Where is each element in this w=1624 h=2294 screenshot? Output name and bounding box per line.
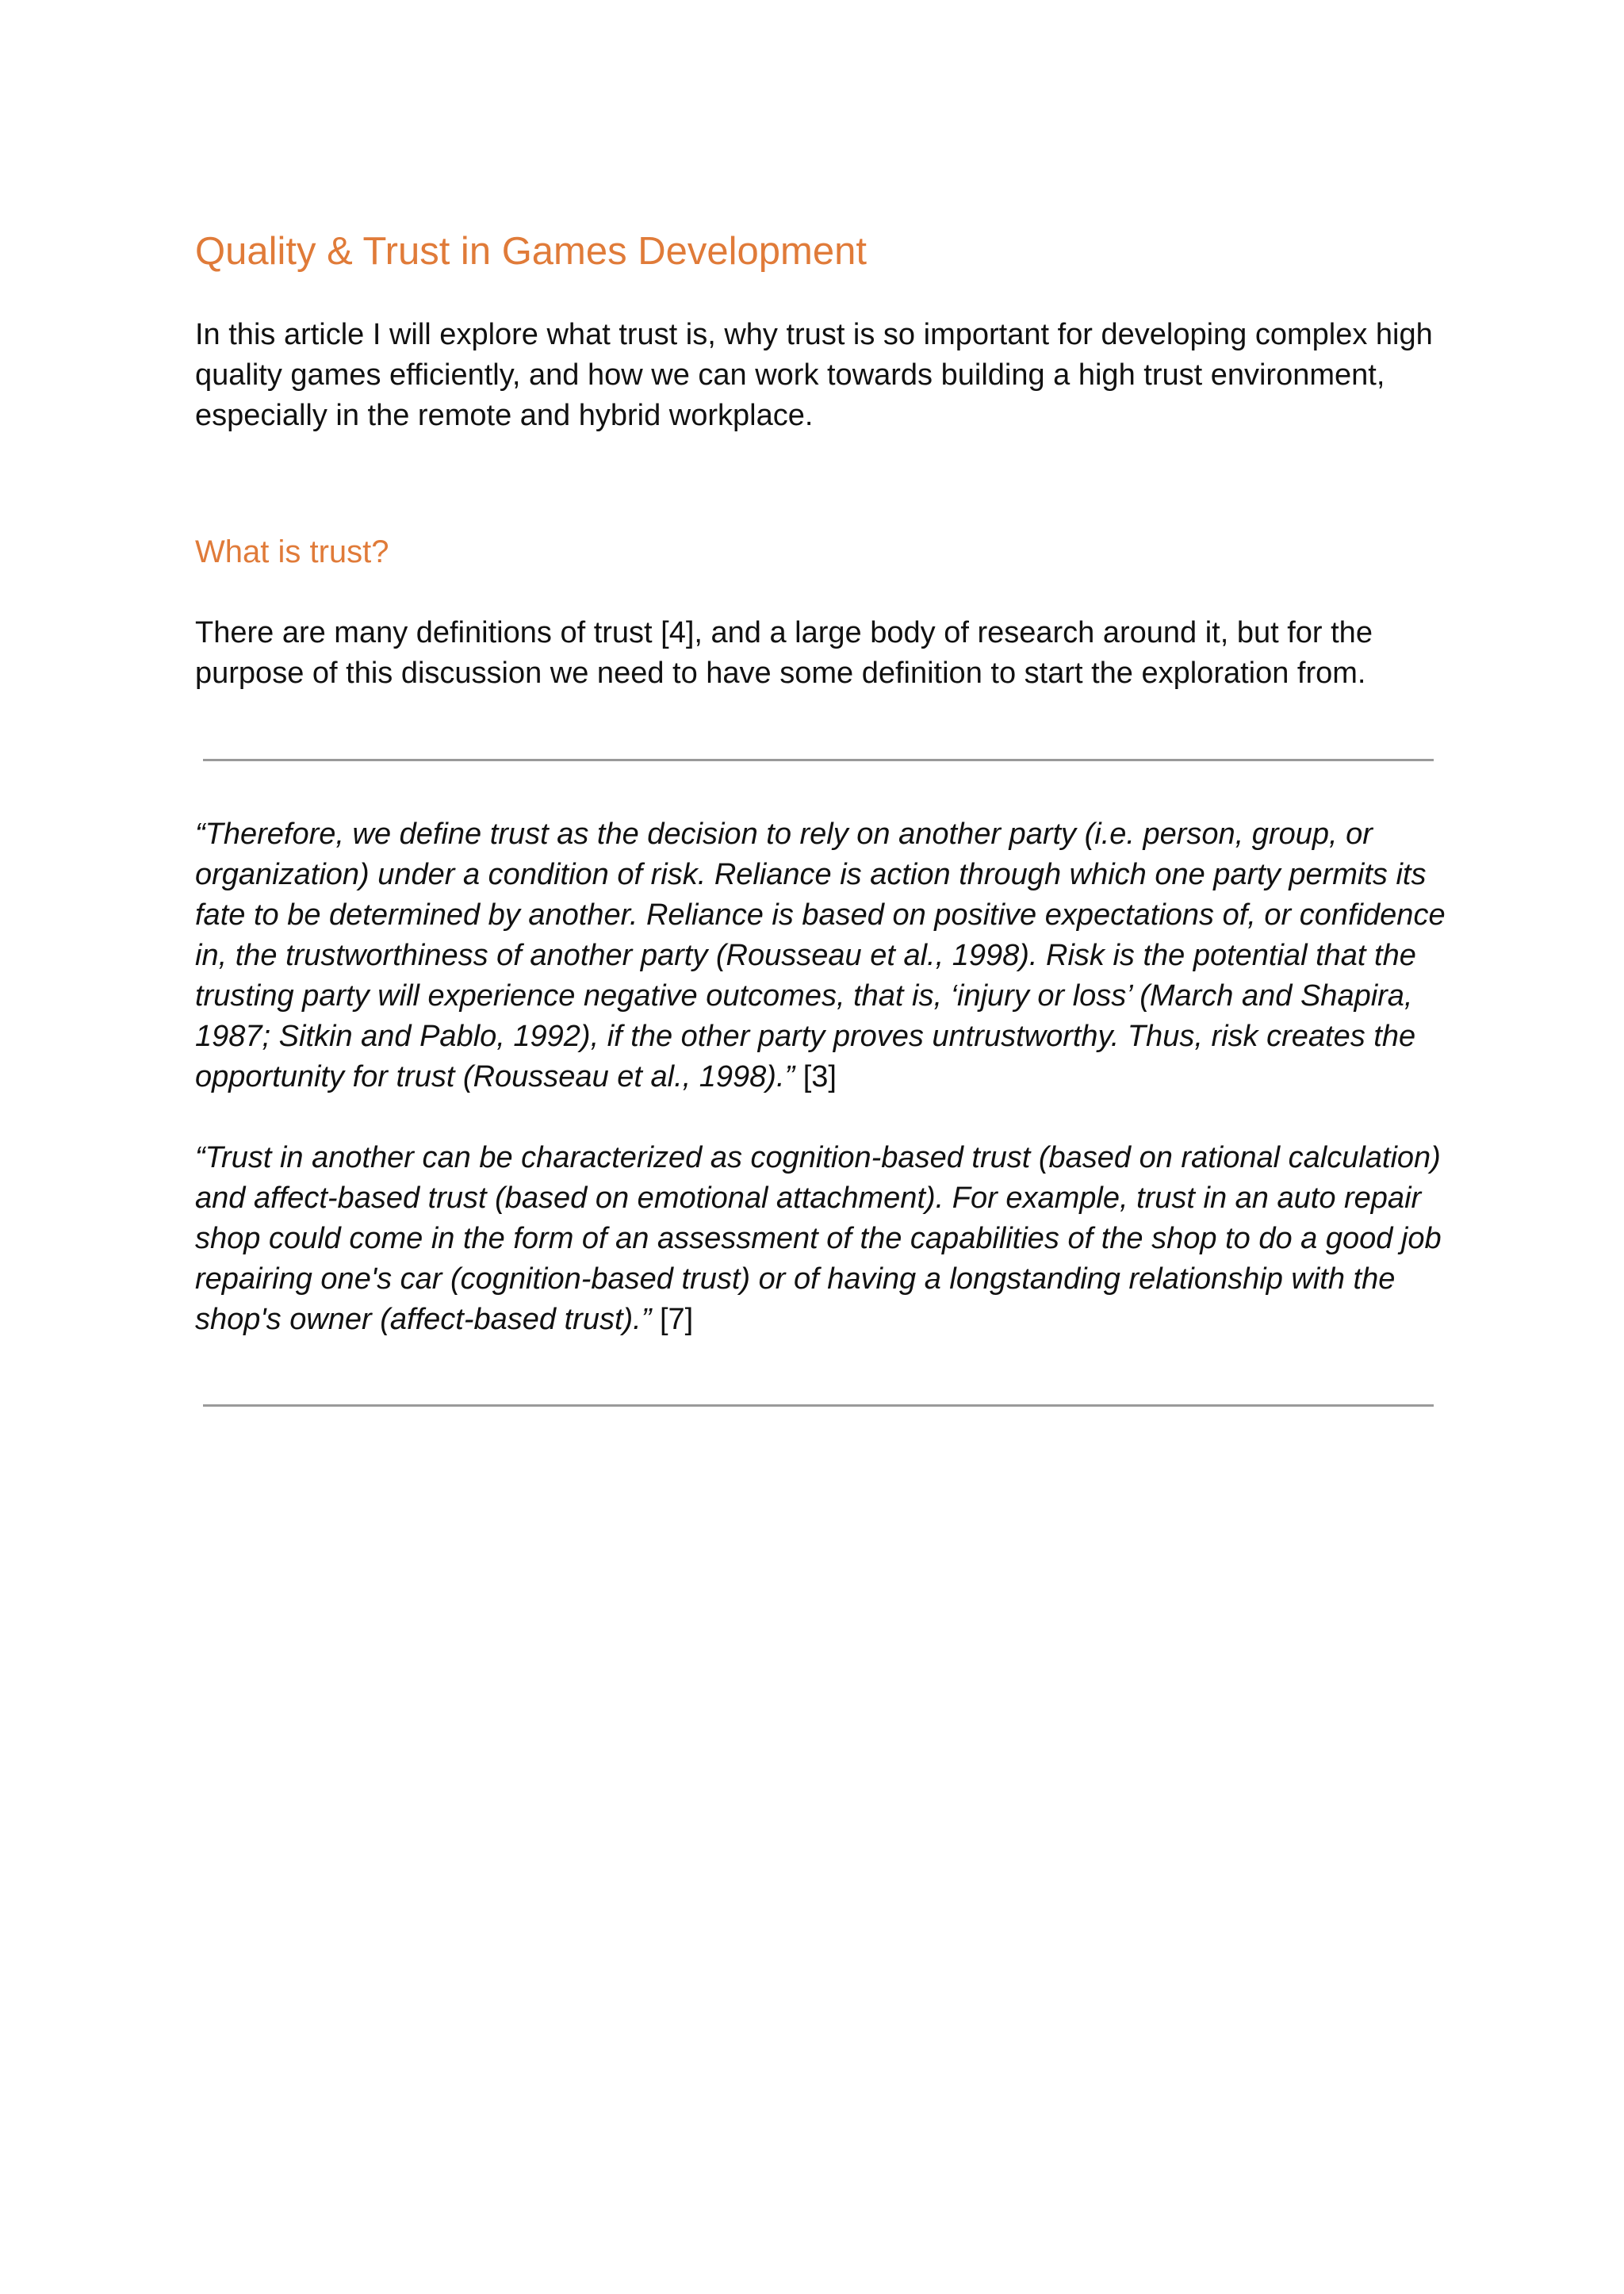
quote-text: “Therefore, we deﬁne trust as the decision to rely on another party (i.e. person, group, or organization) under a condition of risk. Reliance is action through which one party permits its fate to be determined by another. Reliance is based on positive expectations of, or conﬁdence in, the trustworthiness of another party (Rousseau et al., 1998). Risk is the potential that the trusting party will experience negative outcomes, that is, ‘injury or loss’ (March and Shapira, 1987; Sitkin and Pablo, 1992), if the other party proves untrustworthy. Thus, risk creates the opportunity for trust (Rousseau et al., 1998).” [195, 818, 1446, 1093]
section-heading: What is trust? [195, 534, 389, 569]
quote-block [195, 814, 1456, 1340]
quote-paragraph [195, 814, 1456, 1097]
citation: [7] [659, 1303, 694, 1336]
definition-paragraph: There are many definitions of trust [4], and a large body of research around it, but for the purpose of this discussion we need to have some definition to start the exploration from. [195, 615, 1373, 690]
quote-paragraph [195, 1138, 1456, 1340]
article-body [195, 228, 1448, 694]
article-title: Quality & Trust in Games Development [195, 230, 867, 273]
divider-bottom [203, 1404, 1434, 1407]
citation: [3] [802, 1060, 837, 1093]
intro-paragraph: In this article I will explore what trust is, why trust is so important for developing complex high quality games efficiently, and how we can work towards building a high trust environment, especially in the remote and hybrid workplace. [195, 317, 1433, 432]
divider-top [203, 759, 1434, 761]
quote-text: “Trust in another can be characterized as cognition-based trust (based on rational calculation) and affect-based trust (based on emotional attachment). For example, trust in an auto repair shop could come in the form of an assessment of the capabilities of the shop to do a good job repairing one's car (cognition-based trust) or of having a longstanding relationship with the shop's owner (affect-based trust).” [195, 1141, 1442, 1336]
